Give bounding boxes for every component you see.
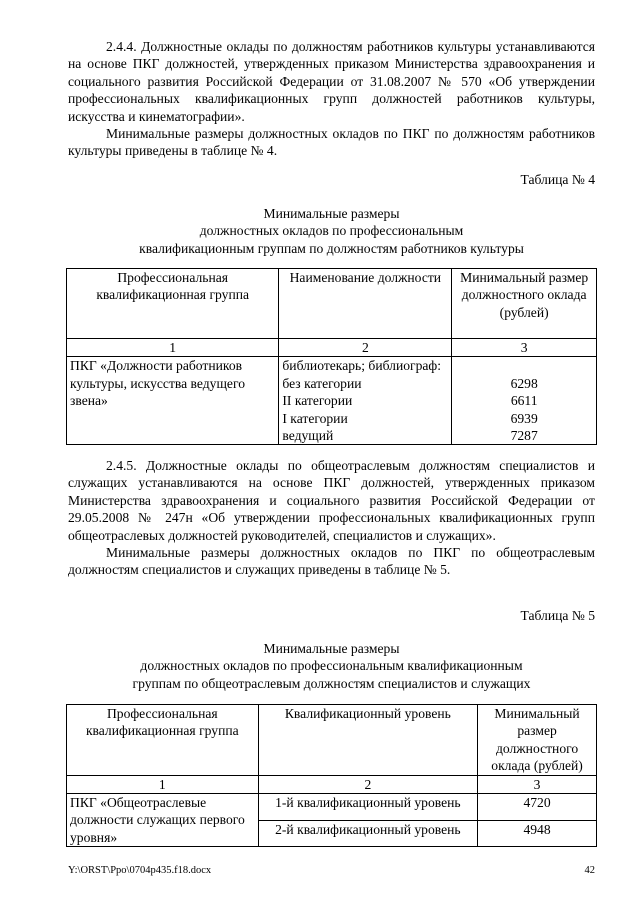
title-line: должностных окладов по профессиональным — [199, 223, 464, 239]
position-line: без категории — [282, 375, 362, 391]
table-4 — [66, 268, 597, 445]
header-cell: Минимальный размер должностного оклада (рублей) — [452, 269, 597, 339]
table-label: Таблица № 4 — [520, 172, 595, 187]
salary-cell — [452, 357, 597, 445]
header-cell: Профессиональная квалификационная группа — [67, 269, 279, 339]
header-cell: Квалификационный уровень — [258, 705, 478, 776]
column-number: 2 — [279, 339, 452, 357]
header-cell: Наименование должности — [279, 269, 452, 339]
paragraph: Минимальные размеры должностных окладов по ПКГ по общеотраслевым должностям специалистов и служащих приведены в таблице № 5. — [68, 545, 595, 578]
column-number: 1 — [67, 775, 259, 793]
paragraph: Минимальные размеры должностных окладов по ПКГ по должностям работников культуры приведены в таблице № 4. — [68, 126, 595, 159]
salary-line: 7287 — [510, 428, 538, 444]
title-line: должностных окладов по профессиональным квалификационным — [140, 658, 523, 674]
level-cell: 2-й квалификационный уровень — [258, 820, 478, 847]
position-line: I категории — [282, 410, 348, 426]
salary-cell: 4948 — [478, 820, 597, 847]
salary-line: 6611 — [510, 393, 538, 409]
footer-path: Y:\ORST\Ppo\0704p435.f18.docx — [68, 865, 212, 876]
title-line: Минимальные размеры — [263, 641, 400, 656]
column-number: 3 — [478, 775, 597, 793]
title-line: Минимальные размеры — [263, 206, 400, 221]
header-cell: Минимальный размер должностного оклада (рублей) — [478, 705, 597, 776]
section-2-4-5 — [68, 457, 595, 579]
title-line: группам по общеотраслевым должностям специалистов и служащих — [132, 675, 531, 691]
position-line: библиотекарь; библиограф: — [282, 358, 442, 374]
header-cell: Профессиональная квалификационная группа — [67, 705, 259, 776]
table-label: Таблица № 5 — [520, 608, 595, 623]
salary-line: 6939 — [510, 410, 538, 426]
table-title — [68, 205, 595, 257]
paragraph: 2.4.5. Должностные оклады по общеотраслевым должностям специалистов и служащих устанавливаются на основе ПКГ должностей, утвержденных приказом Министерства здравоохранения и социального развития Российской Федерации от 29.05.2008 № 247н «Об утверждении профессиональных квалификационных групп общеотраслевых должностей руководителей, специалистов и служащих». — [68, 458, 595, 543]
paragraph: 2.4.4. Должностные оклады по должностям работников культуры устанавливаются на основе ПКГ должностей, утвержденных приказом Министерства здравоохранения и социального развития Российской Федерации от 31.08.2007 № 570 «Об утверждении профессиональных квалификационных групп должностей работников культуры, искусства и кинематографии». — [68, 39, 595, 124]
page-number: 42 — [584, 865, 595, 876]
position-line: ведущий — [282, 428, 334, 444]
salary-line: 6298 — [510, 375, 538, 391]
column-number: 1 — [67, 339, 279, 357]
table-5 — [66, 704, 597, 847]
group-cell: ПКГ «Общеотраслевые должности служащих первого уровня» — [67, 794, 259, 847]
salary-cell: 4720 — [478, 794, 597, 821]
column-number: 2 — [258, 775, 478, 793]
group-cell: ПКГ «Должности работников культуры, искусства ведущего звена» — [67, 357, 279, 445]
title-line: квалификационным группам по должностям работников культуры — [139, 240, 524, 256]
salary-line — [455, 357, 593, 374]
table-title — [68, 640, 595, 692]
position-line: II категории — [282, 393, 353, 409]
position-cell — [279, 357, 452, 445]
level-cell: 1-й квалификационный уровень — [258, 794, 478, 821]
section-2-4-4 — [68, 38, 595, 160]
column-number: 3 — [452, 339, 597, 357]
